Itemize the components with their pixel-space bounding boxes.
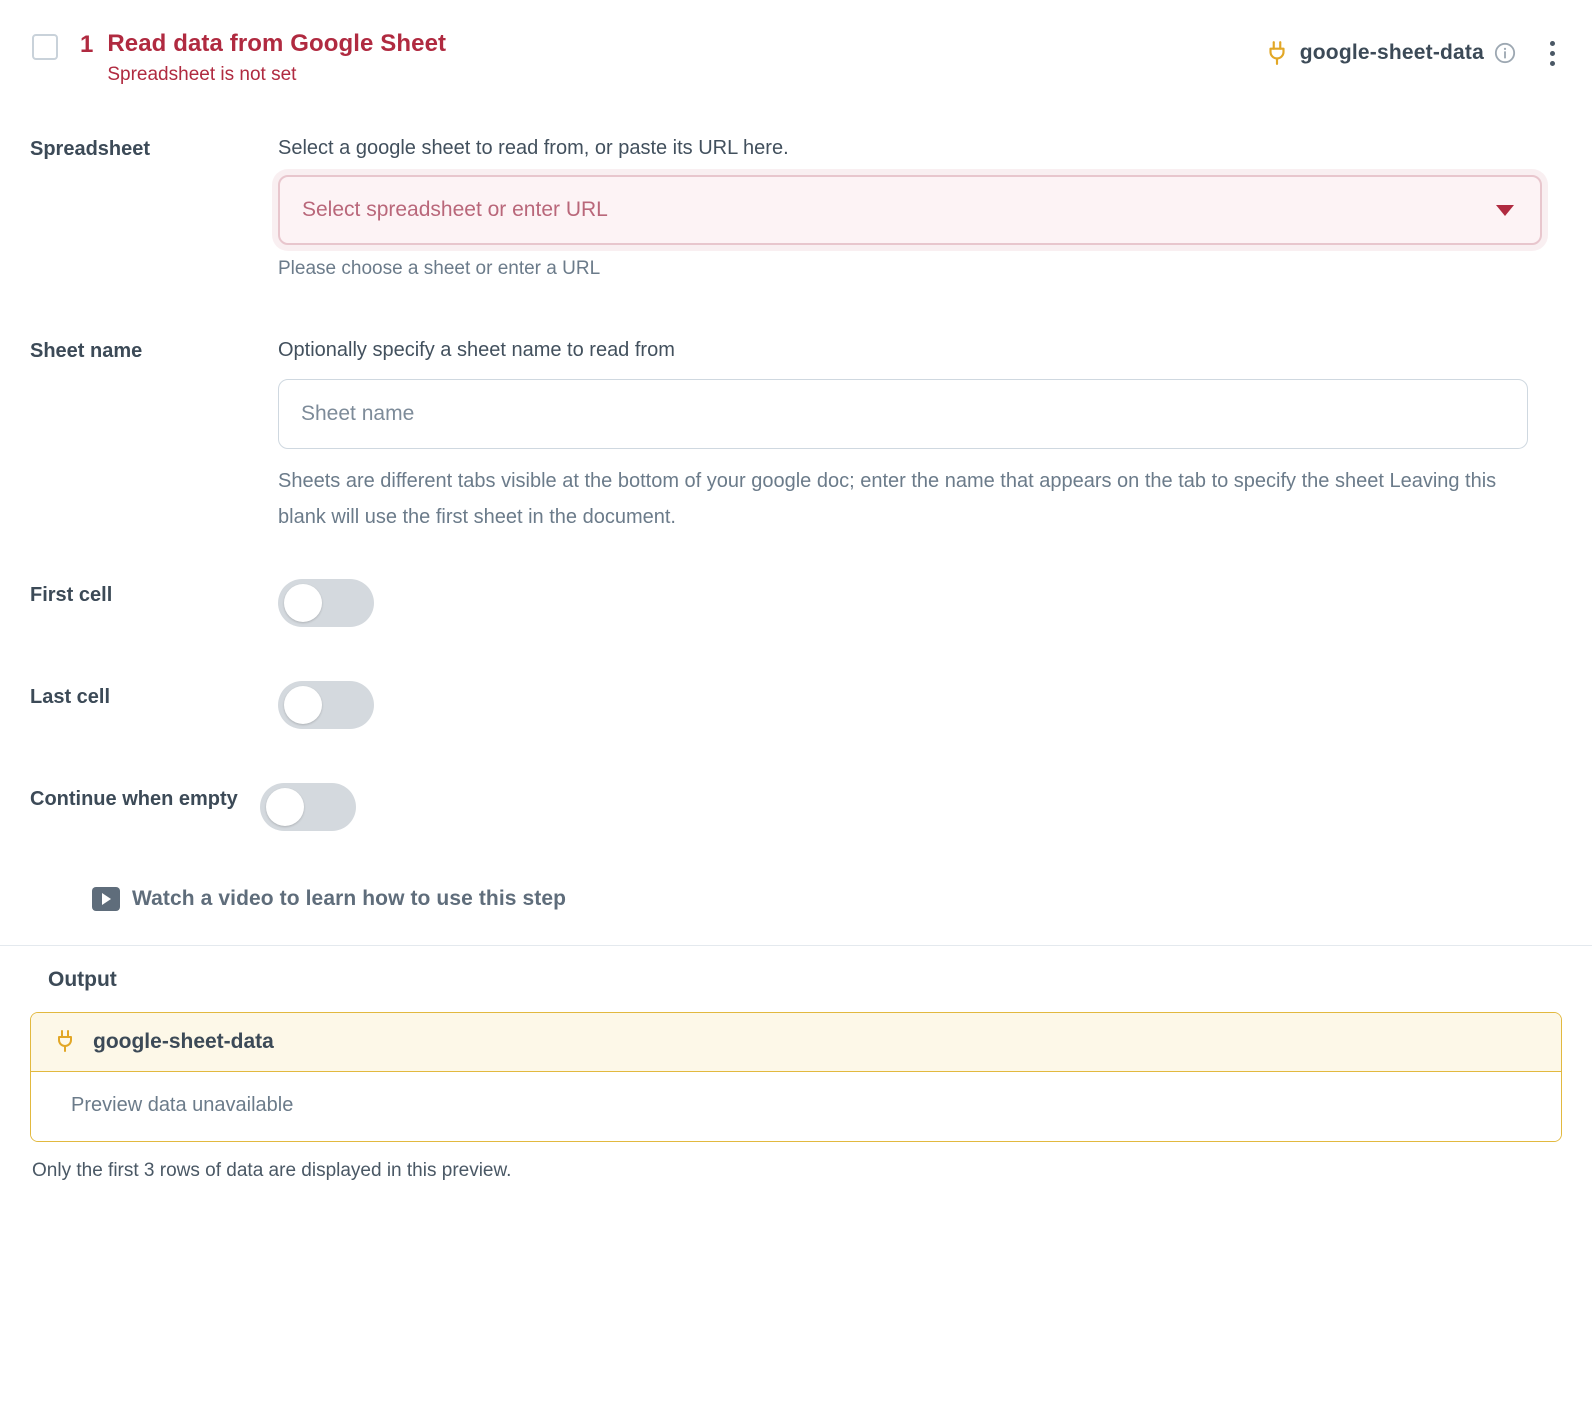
output-title: Output xyxy=(48,968,117,991)
header-right-group xyxy=(1264,38,1566,68)
output-footnote: Only the first 3 rows of data are displayed in this preview. xyxy=(32,1160,512,1181)
field-spreadsheet xyxy=(30,133,1562,283)
step-form xyxy=(0,133,1592,911)
sheet-name-help: Sheets are different tabs visible at the bottom of your google doc; enter the name that appears on the tab to specify the sheet Leaving this blank will use the first sheet in the document. xyxy=(278,470,1497,528)
first-cell-label: First cell xyxy=(30,584,113,606)
continue-when-empty-toggle[interactable] xyxy=(260,783,356,831)
first-cell-toggle[interactable] xyxy=(278,579,374,627)
sheet-name-label: Sheet name xyxy=(30,340,143,362)
sheet-name-description: Optionally specify a sheet name to read from xyxy=(278,339,675,361)
last-cell-toggle[interactable] xyxy=(278,681,374,729)
chevron-down-icon xyxy=(1496,205,1514,216)
spreadsheet-description: Select a google sheet to read from, or paste its URL here. xyxy=(278,137,789,159)
step-title-block xyxy=(107,28,446,89)
step-header xyxy=(0,0,1592,107)
output-box xyxy=(30,1012,1562,1142)
toggle-knob xyxy=(266,788,304,826)
play-video-icon xyxy=(92,887,120,911)
spreadsheet-error-message: Please choose a sheet or enter a URL xyxy=(278,258,601,279)
info-icon[interactable] xyxy=(1494,42,1516,64)
output-badge xyxy=(31,1013,1561,1072)
watch-video-link[interactable] xyxy=(92,887,1562,911)
sheet-name-input[interactable] xyxy=(278,379,1528,449)
toggle-knob xyxy=(284,686,322,724)
step-number: 1 xyxy=(80,31,94,58)
step-options-menu-icon[interactable] xyxy=(1538,38,1566,68)
plug-icon xyxy=(53,1029,79,1055)
spreadsheet-select-value: Select spreadsheet or enter URL xyxy=(302,198,608,221)
step-status-message: Spreadsheet is not set xyxy=(107,64,297,85)
watch-video-label: Watch a video to learn how to use this step xyxy=(132,887,567,910)
connector-name: google-sheet-data xyxy=(1299,41,1484,64)
field-continue-when-empty xyxy=(30,783,1562,831)
output-badge-name: google-sheet-data xyxy=(93,1030,274,1053)
page-title: Read data from Google Sheet xyxy=(107,30,447,57)
spreadsheet-select[interactable] xyxy=(278,175,1542,245)
field-last-cell xyxy=(30,681,1562,729)
plug-icon xyxy=(1264,40,1290,66)
last-cell-label: Last cell xyxy=(30,686,111,708)
output-section xyxy=(0,946,1592,1182)
toggle-knob xyxy=(284,584,322,622)
continue-when-empty-label: Continue when empty xyxy=(30,788,238,810)
field-first-cell xyxy=(30,579,1562,627)
spreadsheet-label: Spreadsheet xyxy=(30,138,151,160)
step-select-checkbox[interactable] xyxy=(32,34,58,60)
output-preview-text: Preview data unavailable xyxy=(31,1072,1561,1141)
field-sheet-name xyxy=(30,335,1562,535)
